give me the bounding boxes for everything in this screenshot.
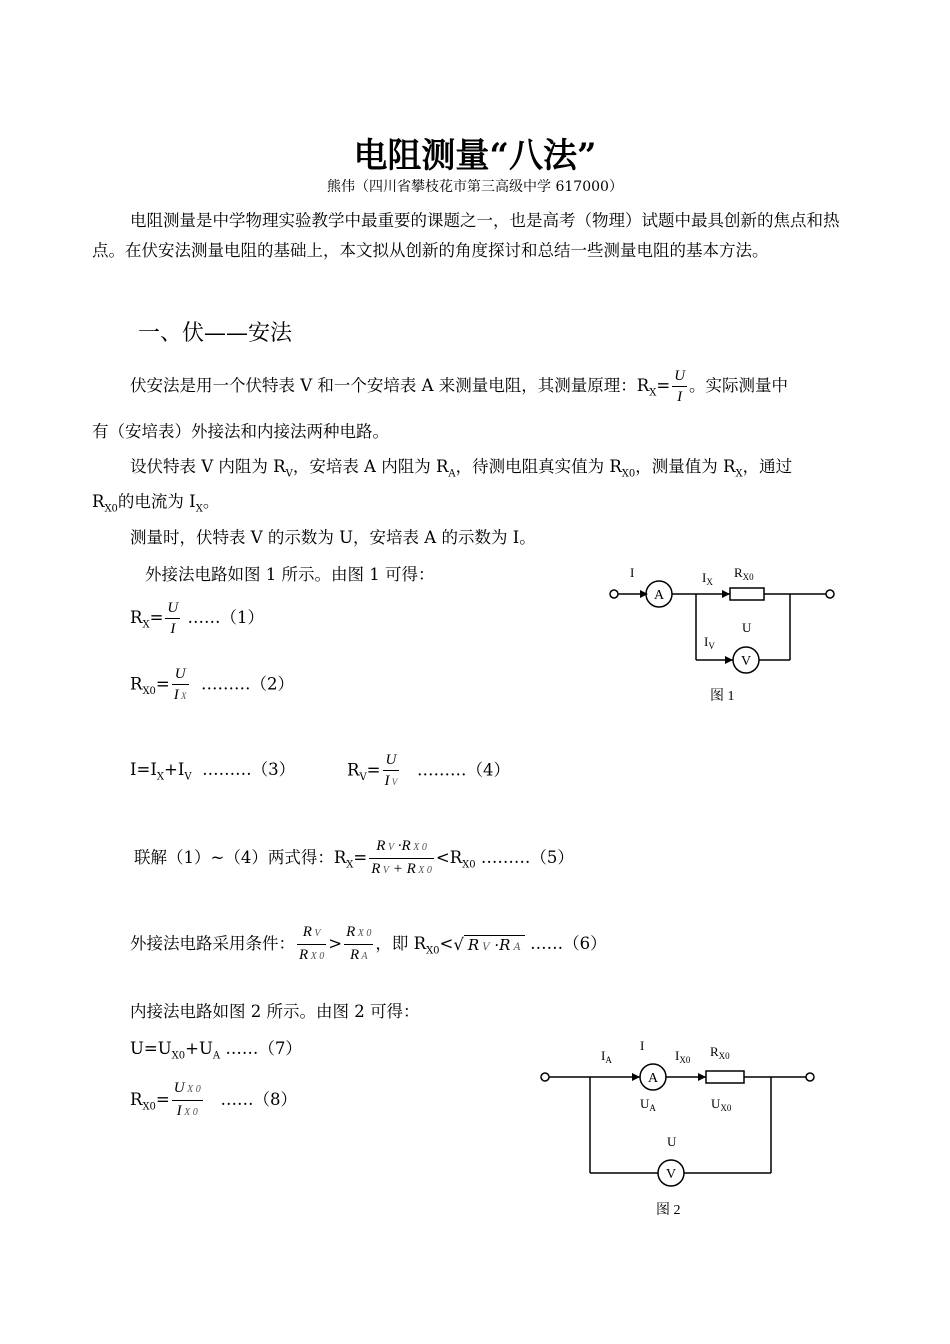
figure-1-circuit xyxy=(600,560,850,710)
internal-circuit-intro: 内接法电路如图 2 所示。由图 2 可得： xyxy=(130,1002,420,1021)
equation-4: $R_V=$ $\frac{U}{\text{I V}}$ ………（4） xyxy=(347,752,510,789)
voltage-x0-label: $U_{X0}$ xyxy=(711,1096,732,1113)
principle-line-2: 有（安培表）外接法和内接法两种电路。 xyxy=(92,422,389,441)
principle-line: 伏安法是用一个伏特表 V 和一个安培表 A 来测量电阻，其测量原理：$R_X=$ $\frac{U}{I}$ 。实际测量中 xyxy=(130,368,789,405)
current-x-label: $I_X$ xyxy=(702,570,713,587)
equation-2: $R_{X0}=$ $\frac{U}{\text{I X}}$ ………（2） xyxy=(130,666,294,703)
equation-1: $R_X=$ $\frac{U}{I}$ ……（1） xyxy=(130,600,264,637)
current-label: I xyxy=(630,565,635,580)
current-a-label: $I_A$ xyxy=(601,1048,612,1065)
current-v-label: $I_V$ xyxy=(704,634,715,651)
figure-2-caption: 图 2 xyxy=(656,1203,681,1218)
figure-1-caption: 图 1 xyxy=(710,689,735,704)
voltage-label: U xyxy=(742,620,752,635)
equation-5: 联解（1）~（4）两式得：$R_X=$ $\frac{\text{R V ·R X 0}}{\text{R V + R X 0}}$ $<R_{X0}$ ………（5） xyxy=(134,838,574,877)
equation-8: $R_{X0}=$ $\frac{\text{U X 0}}{\text{I X 0}}$ ……（8） xyxy=(130,1080,297,1119)
definition-line: 设伏特表 V 内阻为 $R_V$，安培表 A 内阻为 $R_A$，待测电阻真实值为 $R_{X0}$，测量值为 $R_X$，通过 xyxy=(130,457,793,480)
ammeter-label-2: A xyxy=(647,1071,659,1086)
voltmeter-label-2: V xyxy=(665,1167,677,1182)
page-title: 电阻测量“八法” xyxy=(353,136,597,176)
current-x0-label: $I_{X0}$ xyxy=(675,1048,691,1065)
external-circuit-intro: 外接法电路如图 1 所示。由图 1 可得： xyxy=(145,565,435,584)
current-label-2: I xyxy=(640,1038,645,1053)
measure-line: 测量时，伏特表 V 的示数为 U，安培表 A 的示数为 I。 xyxy=(130,528,536,547)
ammeter-label: A xyxy=(653,588,665,603)
section-heading-1: 一、伏——安法 xyxy=(138,321,293,346)
principle-text: 伏安法是用一个伏特表 V 和一个安培表 A 来测量电阻，其测量原理：R xyxy=(130,376,650,395)
equation-6: 外接法电路采用条件： $\frac{\text{R V}}{\text{R X 0}}$ > $\frac{\text{R X 0}}{\text{R A}}$ ，即 $R_{X0}<√$ R V ·R A ……（6） xyxy=(130,924,607,963)
resistor-label: $R_{X0}$ xyxy=(734,565,754,582)
author-line: 熊伟（四川省攀枝花市第三高级中学 617000） xyxy=(327,179,623,195)
resistor-label-2: $R_{X0}$ xyxy=(710,1044,730,1061)
equation-3: $I=I_X+I_V$ ………（3） xyxy=(130,760,296,783)
definition-line-2: $R_{X0}$的电流为 $I_X$。 xyxy=(92,492,220,515)
equation-7: $U=U_{X0}+U_A$ ……（7） xyxy=(130,1039,302,1062)
voltage-a-label: $U_A$ xyxy=(640,1096,656,1113)
voltmeter-label: V xyxy=(740,654,752,669)
fraction-u-over-i: $\frac{U}{I}$ xyxy=(674,368,686,405)
figure-2-circuit xyxy=(530,1030,830,1230)
voltage-label-2: U xyxy=(667,1134,677,1149)
intro-paragraph: 电阻测量是中学物理实验教学中最重要的课题之一，也是高考（物理）试题中最具创新的焦点和热点。在伏安法测量电阻的基础上，本文拟从创新的角度探讨和总结一些测量电阻的基本方法。 xyxy=(92,211,840,260)
principle-tail: 。实际测量中 xyxy=(689,376,789,395)
